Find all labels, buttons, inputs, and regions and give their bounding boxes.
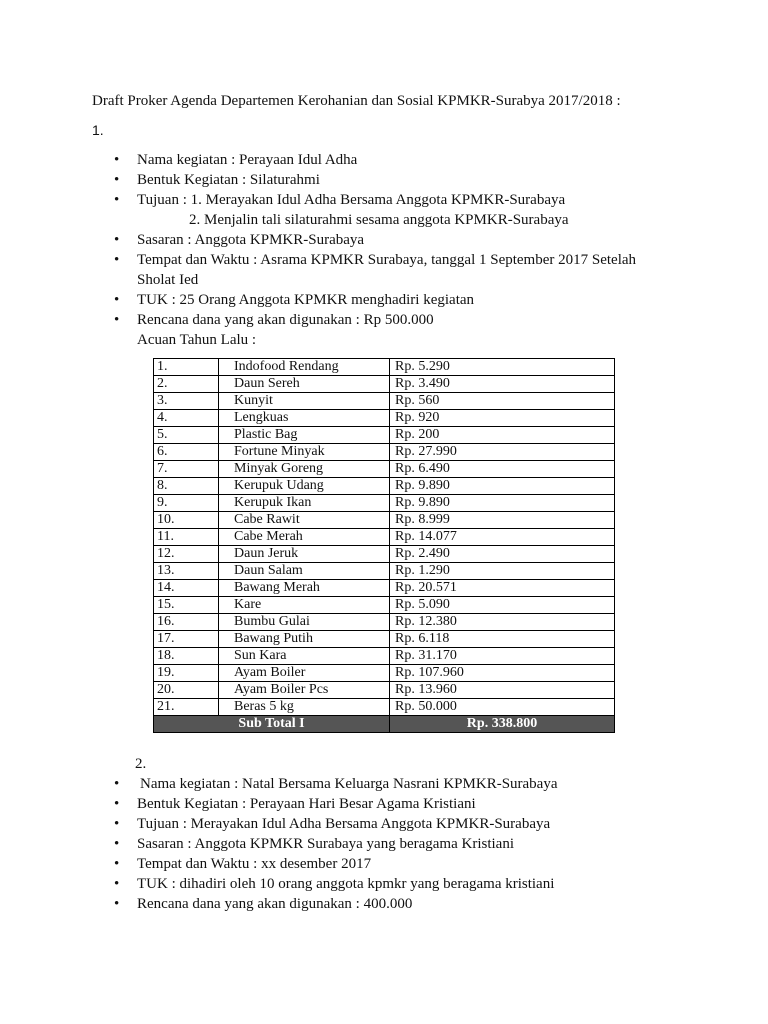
table-row (154, 648, 615, 665)
table-row (154, 580, 615, 597)
table-row (154, 461, 615, 478)
item-name: Kunyit (219, 393, 390, 410)
bullet-icon: • (114, 836, 120, 852)
item-price: Rp. 6.118 (390, 631, 615, 648)
row-number: 18. (154, 648, 219, 665)
item-price: Rp. 5.290 (390, 359, 615, 376)
bullet-icon: • (114, 776, 120, 792)
item-price: Rp. 5.090 (390, 597, 615, 614)
item-price: Rp. 560 (390, 393, 615, 410)
item-price: Rp. 200 (390, 427, 615, 444)
budget-table (153, 358, 615, 733)
row-number: 8. (154, 478, 219, 495)
list-item: • Tempat dan Waktu : xx desember 2017 (114, 856, 372, 872)
item-name: Fortune Minyak (219, 444, 390, 461)
bullet-icon: • (114, 796, 120, 812)
table-row (154, 546, 615, 563)
row-number: 21. (154, 699, 219, 716)
list-item: • Rencana dana yang akan digunakan : 400.000 (114, 896, 413, 912)
table-row (154, 529, 615, 546)
list-item: • TUK : 25 Orang Anggota KPMKR menghadiri kegiatan (114, 292, 475, 308)
bullet-icon: • (114, 312, 120, 328)
item-name: Bumbu Gulai (219, 614, 390, 631)
item-price: Rp. 13.960 (390, 682, 615, 699)
table-row (154, 682, 615, 699)
table-row (154, 665, 615, 682)
tempat-line-2: Sholat Ied (137, 272, 199, 288)
section-2-bullet-list (0, 774, 768, 914)
item-price: Rp. 920 (390, 410, 615, 427)
item-price: Rp. 9.890 (390, 495, 615, 512)
table-row (154, 376, 615, 393)
list-item: • Rencana dana yang akan digunakan : Rp 500.000 (114, 312, 434, 328)
bullet-icon: • (114, 192, 120, 208)
item-name: Lengkuas (219, 410, 390, 427)
bullet-icon: • (114, 896, 120, 912)
bullet-icon: • (114, 856, 120, 872)
table-row (154, 614, 615, 631)
list-item: • Tujuan : 1. Merayakan Idul Adha Bersama Anggota KPMKR-Surabaya (114, 192, 566, 208)
row-number: 19. (154, 665, 219, 682)
section-1-bullet-list-cont (0, 230, 768, 270)
list-item: • Sasaran : Anggota KPMKR Surabaya yang beragama Kristiani (114, 836, 514, 852)
item-price: Rp. 9.890 (390, 478, 615, 495)
table-row (154, 427, 615, 444)
table-row (154, 359, 615, 376)
table-row (154, 631, 615, 648)
table-row (154, 410, 615, 427)
row-number: 10. (154, 512, 219, 529)
row-number: 11. (154, 529, 219, 546)
item-price: Rp. 20.571 (390, 580, 615, 597)
item-price: Rp. 50.000 (390, 699, 615, 716)
item-name: Ayam Boiler (219, 665, 390, 682)
row-number: 3. (154, 393, 219, 410)
table-row (154, 478, 615, 495)
item-name: Plastic Bag (219, 427, 390, 444)
bullet-icon: • (114, 232, 120, 248)
table-row (154, 393, 615, 410)
item-name: Kerupuk Udang (219, 478, 390, 495)
table-row (154, 699, 615, 716)
table-row (154, 495, 615, 512)
item-name: Cabe Rawit (219, 512, 390, 529)
item-price: Rp. 8.999 (390, 512, 615, 529)
row-number: 12. (154, 546, 219, 563)
list-item: • Tempat dan Waktu : Asrama KPMKR Surabaya, tanggal 1 September 2017 Setelah (114, 252, 637, 268)
bullet-icon: • (114, 172, 120, 188)
item-price: Rp. 2.490 (390, 546, 615, 563)
item-name: Bawang Putih (219, 631, 390, 648)
item-name: Daun Sereh (219, 376, 390, 393)
tujuan-line-2: 2. Menjalin tali silaturahmi sesama anggota KPMKR-Surabaya (189, 212, 569, 228)
list-item: • Bentuk Kegiatan : Perayaan Hari Besar Agama Kristiani (114, 796, 476, 812)
list-item: • Tujuan : Merayakan Idul Adha Bersama Anggota KPMKR-Surabaya (114, 816, 551, 832)
item-name: Cabe Merah (219, 529, 390, 546)
row-number: 13. (154, 563, 219, 580)
bullet-icon: • (114, 816, 120, 832)
row-number: 9. (154, 495, 219, 512)
list-item: • Bentuk Kegiatan : Silaturahmi (114, 172, 320, 188)
bullet-icon: • (114, 152, 120, 168)
item-price: Rp. 27.990 (390, 444, 615, 461)
table-row (154, 563, 615, 580)
section-number-2: 2. (135, 756, 147, 772)
item-name: Daun Jeruk (219, 546, 390, 563)
item-price: Rp. 1.290 (390, 563, 615, 580)
item-price: Rp. 31.170 (390, 648, 615, 665)
subtotal-label: Sub Total I (154, 716, 390, 733)
item-price: Rp. 107.960 (390, 665, 615, 682)
item-price: Rp. 3.490 (390, 376, 615, 393)
section-1-bullet-list (0, 150, 768, 210)
row-number: 17. (154, 631, 219, 648)
item-name: Indofood Rendang (219, 359, 390, 376)
list-item: • Nama kegiatan : Perayaan Idul Adha (114, 152, 358, 168)
list-item: • TUK : dihadiri oleh 10 orang anggota kpmkr yang beragama kristiani (114, 876, 555, 892)
bullet-icon: • (114, 252, 120, 268)
list-item: • Nama kegiatan : Natal Bersama Keluarga Nasrani KPMKR-Surabaya (114, 776, 558, 792)
subtotal-row (154, 716, 615, 733)
item-price: Rp. 12.380 (390, 614, 615, 631)
item-name: Minyak Goreng (219, 461, 390, 478)
table-row (154, 597, 615, 614)
item-name: Kare (219, 597, 390, 614)
row-number: 1. (154, 359, 219, 376)
row-number: 6. (154, 444, 219, 461)
row-number: 7. (154, 461, 219, 478)
document-title: Draft Proker Agenda Departemen Kerohanian dan Sosial KPMKR-Surabya 2017/2018 : (92, 93, 621, 109)
row-number: 16. (154, 614, 219, 631)
row-number: 15. (154, 597, 219, 614)
row-number: 2. (154, 376, 219, 393)
row-number: 4. (154, 410, 219, 427)
list-item: • Sasaran : Anggota KPMKR-Surabaya (114, 232, 365, 248)
row-number: 14. (154, 580, 219, 597)
row-number: 20. (154, 682, 219, 699)
item-name: Daun Salam (219, 563, 390, 580)
bullet-icon: • (114, 292, 120, 308)
acuan-label: Acuan Tahun Lalu : (137, 332, 257, 348)
item-name: Bawang Merah (219, 580, 390, 597)
item-name: Sun Kara (219, 648, 390, 665)
item-price: Rp. 14.077 (390, 529, 615, 546)
bullet-icon: • (114, 876, 120, 892)
table-row (154, 512, 615, 529)
item-name: Beras 5 kg (219, 699, 390, 716)
table-row (154, 444, 615, 461)
item-price: Rp. 6.490 (390, 461, 615, 478)
row-number: 5. (154, 427, 219, 444)
section-1-bullet-list-end (0, 290, 768, 330)
item-name: Ayam Boiler Pcs (219, 682, 390, 699)
subtotal-value: Rp. 338.800 (390, 716, 615, 733)
item-name: Kerupuk Ikan (219, 495, 390, 512)
section-number-1: 1. (92, 122, 104, 138)
